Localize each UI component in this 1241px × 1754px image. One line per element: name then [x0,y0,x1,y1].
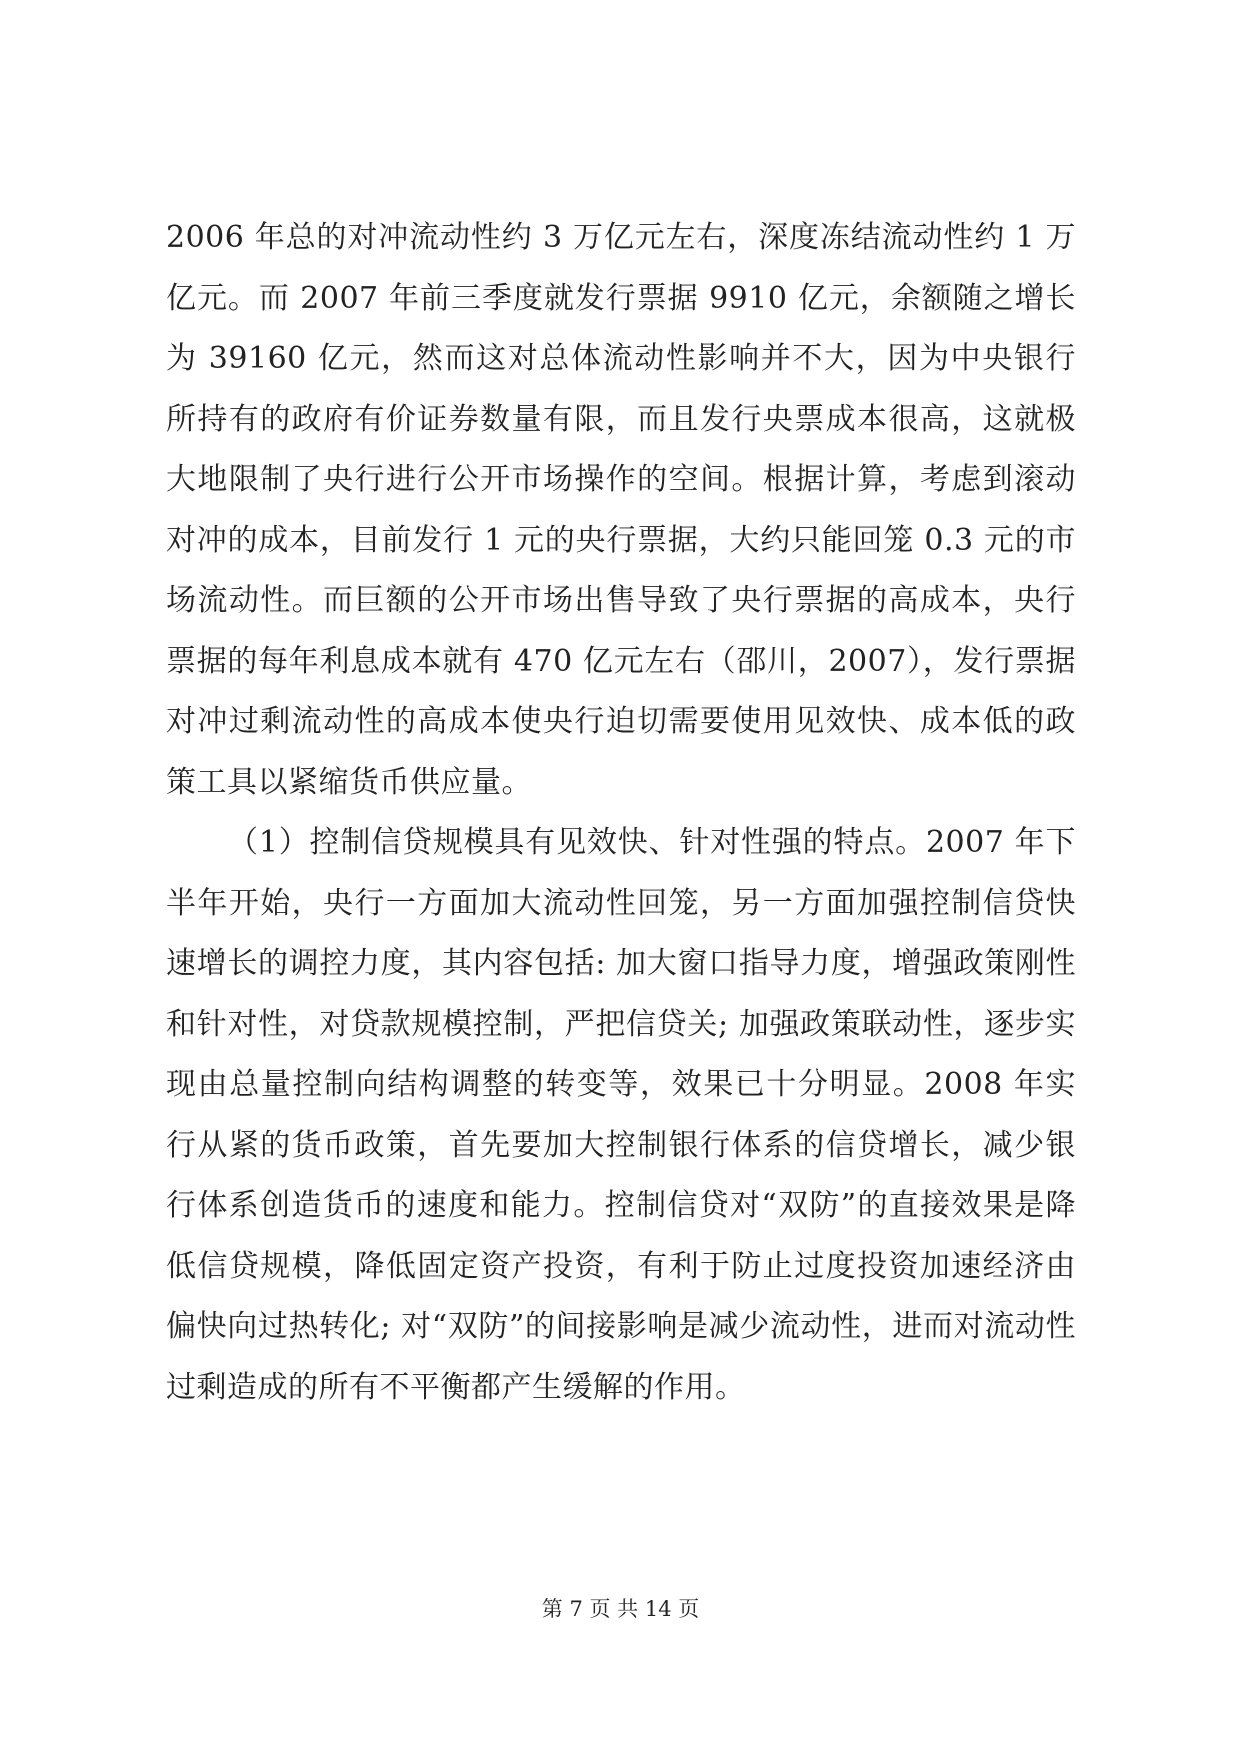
document-body [166,208,1076,1418]
paragraph-2: （1）控制信贷规模具有见效快、针对性强的特点。2007 年下半年开始，央行一方面加大流动性回笼，另一方面加强控制信贷快速增长的调控力度，其内容包括: 加大窗口指导力度，增强政策刚性和针对性，对贷款规模控制，严把信贷关; 加强政策联动性，逐步实现由总量控制向结构调整的转变等，效果已十分明显。2008 年实行从紧的货币政策，首先要加大控制银行体系的信贷增长，减少银行体系创造货币的速度和能力。控制信贷对“双防”的直接效果是降低信贷规模，降低固定资产投资，有利于防止过度投资加速经济由偏快向过热转化; 对“双防”的间接影响是减少流动性，进而对流动性过剩造成的所有不平衡都产生缓解的作用。 [166,825,1076,1405]
page-footer: 第 7 页 共 14 页 [541,1597,700,1621]
paragraph-1: 2006 年总的对冲流动性约 3 万亿元左右，深度冻结流动性约 1 万亿元。而 2007 年前三季度就发行票据 9910 亿元，余额随之增长为 39160 亿元，然而这对总体流动性影响并不大，因为中央银行所持有的政府有价证券数量有限，而且发行央票成本很高，这就极大地限制了央行进行公开市场操作的空间。根据计算，考虑到滚动对冲的成本，目前发行 1 元的央行票据，大约只能回笼 0.3 元的市场流动性。而巨额的公开市场出售导致了央行票据的高成本，央行票据的每年利息成本就有 470 亿元左右（邵川，2007），发行票据对冲过剩流动性的高成本使央行迫切需要使用见效快、成本低的政策工具以紧缩货币供应量。 [166,220,1076,800]
